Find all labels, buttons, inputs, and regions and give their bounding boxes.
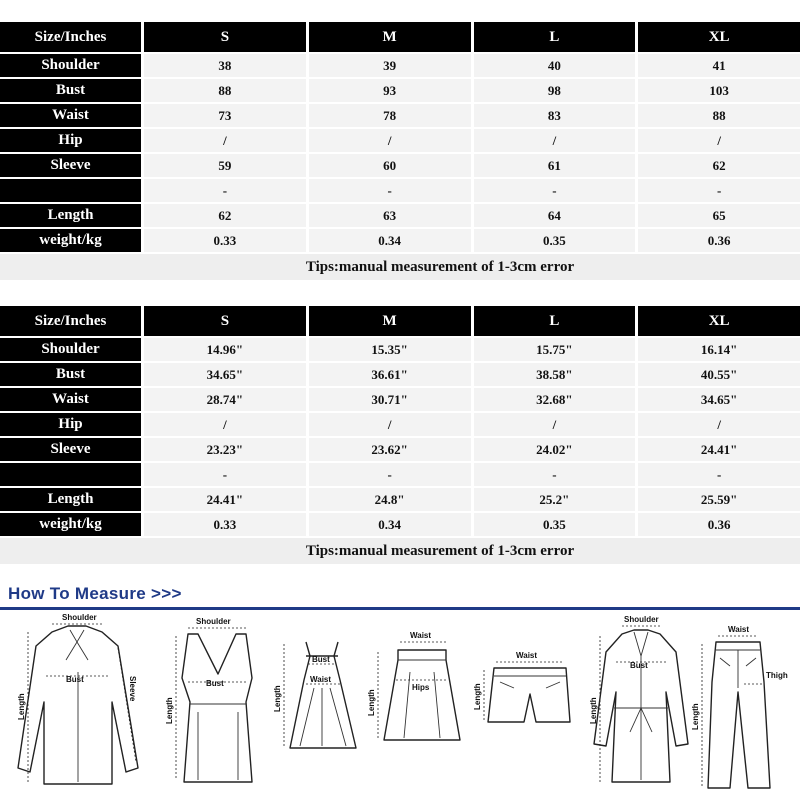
table-cell: - — [309, 463, 471, 486]
table-row-weight — [0, 229, 800, 252]
shoulder-label: Shoulder — [196, 617, 231, 626]
table-cell: / — [309, 413, 471, 436]
table-cell: 73 — [144, 104, 306, 127]
table-row-bust — [0, 79, 800, 102]
table-header-row — [0, 306, 800, 336]
how-to-measure-title: How To Measure >>> — [8, 584, 182, 603]
size-header-l: L — [474, 22, 636, 52]
header-label-cell: Size/Inches — [0, 306, 141, 336]
table-cell: 40 — [474, 54, 636, 77]
table-row-sleeve — [0, 438, 800, 461]
row-label — [0, 463, 141, 486]
table-cell: 0.34 — [309, 229, 471, 252]
table-cell: 60 — [309, 154, 471, 177]
table-cell: - — [144, 179, 306, 202]
skirt-figure-icon — [367, 631, 460, 740]
table-cell: 0.33 — [144, 513, 306, 536]
length-label: Length — [17, 693, 26, 720]
table-cell: / — [638, 129, 800, 152]
hips-label: Hips — [412, 683, 430, 692]
table-cell: / — [144, 129, 306, 152]
table-cell: 25.59" — [638, 488, 800, 511]
table-row-bust — [0, 363, 800, 386]
row-label: Hip — [0, 129, 141, 152]
table-cell: 23.23" — [144, 438, 306, 461]
table-row-waist — [0, 104, 800, 127]
measurement-figures — [0, 612, 800, 800]
length-label: Length — [589, 697, 598, 724]
table-cell: 88 — [638, 104, 800, 127]
size-header-s: S — [144, 306, 306, 336]
table-cell: 15.35" — [309, 338, 471, 361]
table-row-hip — [0, 129, 800, 152]
table-cell: 98 — [474, 79, 636, 102]
trench-coat-figure-icon — [589, 615, 688, 782]
size-header-m: M — [309, 306, 471, 336]
size-header-s: S — [144, 22, 306, 52]
row-label: Sleeve — [0, 154, 141, 177]
tips-text: Tips:manual measurement of 1-3cm error — [0, 538, 800, 564]
table-cell: / — [474, 413, 636, 436]
table-cell: 41 — [638, 54, 800, 77]
shoulder-label: Shoulder — [624, 615, 659, 624]
size-header-l: L — [474, 306, 636, 336]
row-label: Shoulder — [0, 338, 141, 361]
row-label: Length — [0, 488, 141, 511]
row-label: weight/kg — [0, 513, 141, 536]
row-label: Waist — [0, 104, 141, 127]
table-cell: - — [474, 179, 636, 202]
table-cell: - — [144, 463, 306, 486]
row-label: Bust — [0, 363, 141, 386]
sleeve-label: Sleeve — [128, 676, 137, 702]
size-table-body — [0, 306, 800, 564]
table-cell: 0.36 — [638, 229, 800, 252]
table-cell: / — [144, 413, 306, 436]
table-row-shoulder — [0, 338, 800, 361]
table-cell: 14.96" — [144, 338, 306, 361]
table-cell: - — [474, 463, 636, 486]
length-label: Length — [273, 685, 282, 712]
table-cell: 65 — [638, 204, 800, 227]
size-table-cm — [0, 20, 800, 282]
table-cell: 62 — [638, 154, 800, 177]
table-cell: 103 — [638, 79, 800, 102]
table-cell: 0.35 — [474, 513, 636, 536]
tips-row — [0, 254, 800, 280]
table-cell: 0.33 — [144, 229, 306, 252]
length-label: Length — [165, 697, 174, 724]
table-row-length — [0, 488, 800, 511]
size-header-xl: XL — [638, 22, 800, 52]
table-row-blank — [0, 179, 800, 202]
length-label: Length — [691, 703, 700, 730]
row-label: Length — [0, 204, 141, 227]
table-cell: 38.58" — [474, 363, 636, 386]
table-cell: 38 — [144, 54, 306, 77]
bust-label: Bust — [312, 655, 330, 664]
table-cell: 23.62" — [309, 438, 471, 461]
table-row-weight — [0, 513, 800, 536]
table-cell: 15.75" — [474, 338, 636, 361]
table-cell: 59 — [144, 154, 306, 177]
header-label-cell: Size/Inches — [0, 22, 141, 52]
length-label: Length — [473, 683, 482, 710]
bust-label: Bust — [630, 661, 648, 670]
table-row-waist — [0, 388, 800, 411]
table-row-blank — [0, 463, 800, 486]
table-cell: - — [638, 179, 800, 202]
table-cell: / — [638, 413, 800, 436]
table-cell: 93 — [309, 79, 471, 102]
bust-label: Bust — [66, 675, 84, 684]
waist-label: Waist — [310, 675, 332, 684]
table-cell: - — [309, 179, 471, 202]
table-cell: 64 — [474, 204, 636, 227]
table-row-length — [0, 204, 800, 227]
tips-row — [0, 538, 800, 564]
table-cell: 40.55" — [638, 363, 800, 386]
table-cell: 0.35 — [474, 229, 636, 252]
table-cell: 34.65" — [638, 388, 800, 411]
pants-figure-icon — [691, 625, 788, 788]
table-row-shoulder — [0, 54, 800, 77]
shoulder-label: Shoulder — [62, 613, 97, 622]
table-cell: 0.36 — [638, 513, 800, 536]
table-cell: 28.74" — [144, 388, 306, 411]
thigh-label: Thigh — [766, 671, 788, 680]
table-cell: 24.8" — [309, 488, 471, 511]
shorts-figure-icon — [473, 651, 570, 722]
table-cell: 24.41" — [638, 438, 800, 461]
size-table-body — [0, 22, 800, 280]
row-label: Shoulder — [0, 54, 141, 77]
row-label — [0, 179, 141, 202]
table-cell: 63 — [309, 204, 471, 227]
table-cell: 61 — [474, 154, 636, 177]
row-label: weight/kg — [0, 229, 141, 252]
bust-label: Bust — [206, 679, 224, 688]
table-cell: 32.68" — [474, 388, 636, 411]
table-cell: / — [474, 129, 636, 152]
tips-text: Tips:manual measurement of 1-3cm error — [0, 254, 800, 280]
waist-label: Waist — [728, 625, 750, 634]
table-cell: 34.65" — [144, 363, 306, 386]
row-label: Bust — [0, 79, 141, 102]
table-cell: 36.61" — [309, 363, 471, 386]
table-header-row — [0, 22, 800, 52]
size-header-xl: XL — [638, 306, 800, 336]
waist-label: Waist — [516, 651, 538, 660]
waist-label: Waist — [410, 631, 432, 640]
table-cell: - — [638, 463, 800, 486]
table-cell: 24.41" — [144, 488, 306, 511]
dress-figure-icon — [273, 642, 356, 748]
tank-top-figure-icon — [165, 617, 252, 782]
table-cell: 78 — [309, 104, 471, 127]
row-label: Sleeve — [0, 438, 141, 461]
section-divider — [0, 607, 800, 610]
table-row-sleeve — [0, 154, 800, 177]
length-label: Length — [367, 689, 376, 716]
table-row-hip — [0, 413, 800, 436]
table-cell: 25.2" — [474, 488, 636, 511]
size-table-inches — [0, 304, 800, 566]
table-cell: / — [309, 129, 471, 152]
table-cell: 0.34 — [309, 513, 471, 536]
table-cell: 16.14" — [638, 338, 800, 361]
shirt-figure-icon — [17, 613, 138, 784]
garment-illustrations — [0, 612, 800, 800]
table-cell: 30.71" — [309, 388, 471, 411]
size-header-m: M — [309, 22, 471, 52]
table-cell: 62 — [144, 204, 306, 227]
row-label: Hip — [0, 413, 141, 436]
table-cell: 83 — [474, 104, 636, 127]
table-cell: 24.02" — [474, 438, 636, 461]
row-label: Waist — [0, 388, 141, 411]
table-cell: 88 — [144, 79, 306, 102]
table-cell: 39 — [309, 54, 471, 77]
